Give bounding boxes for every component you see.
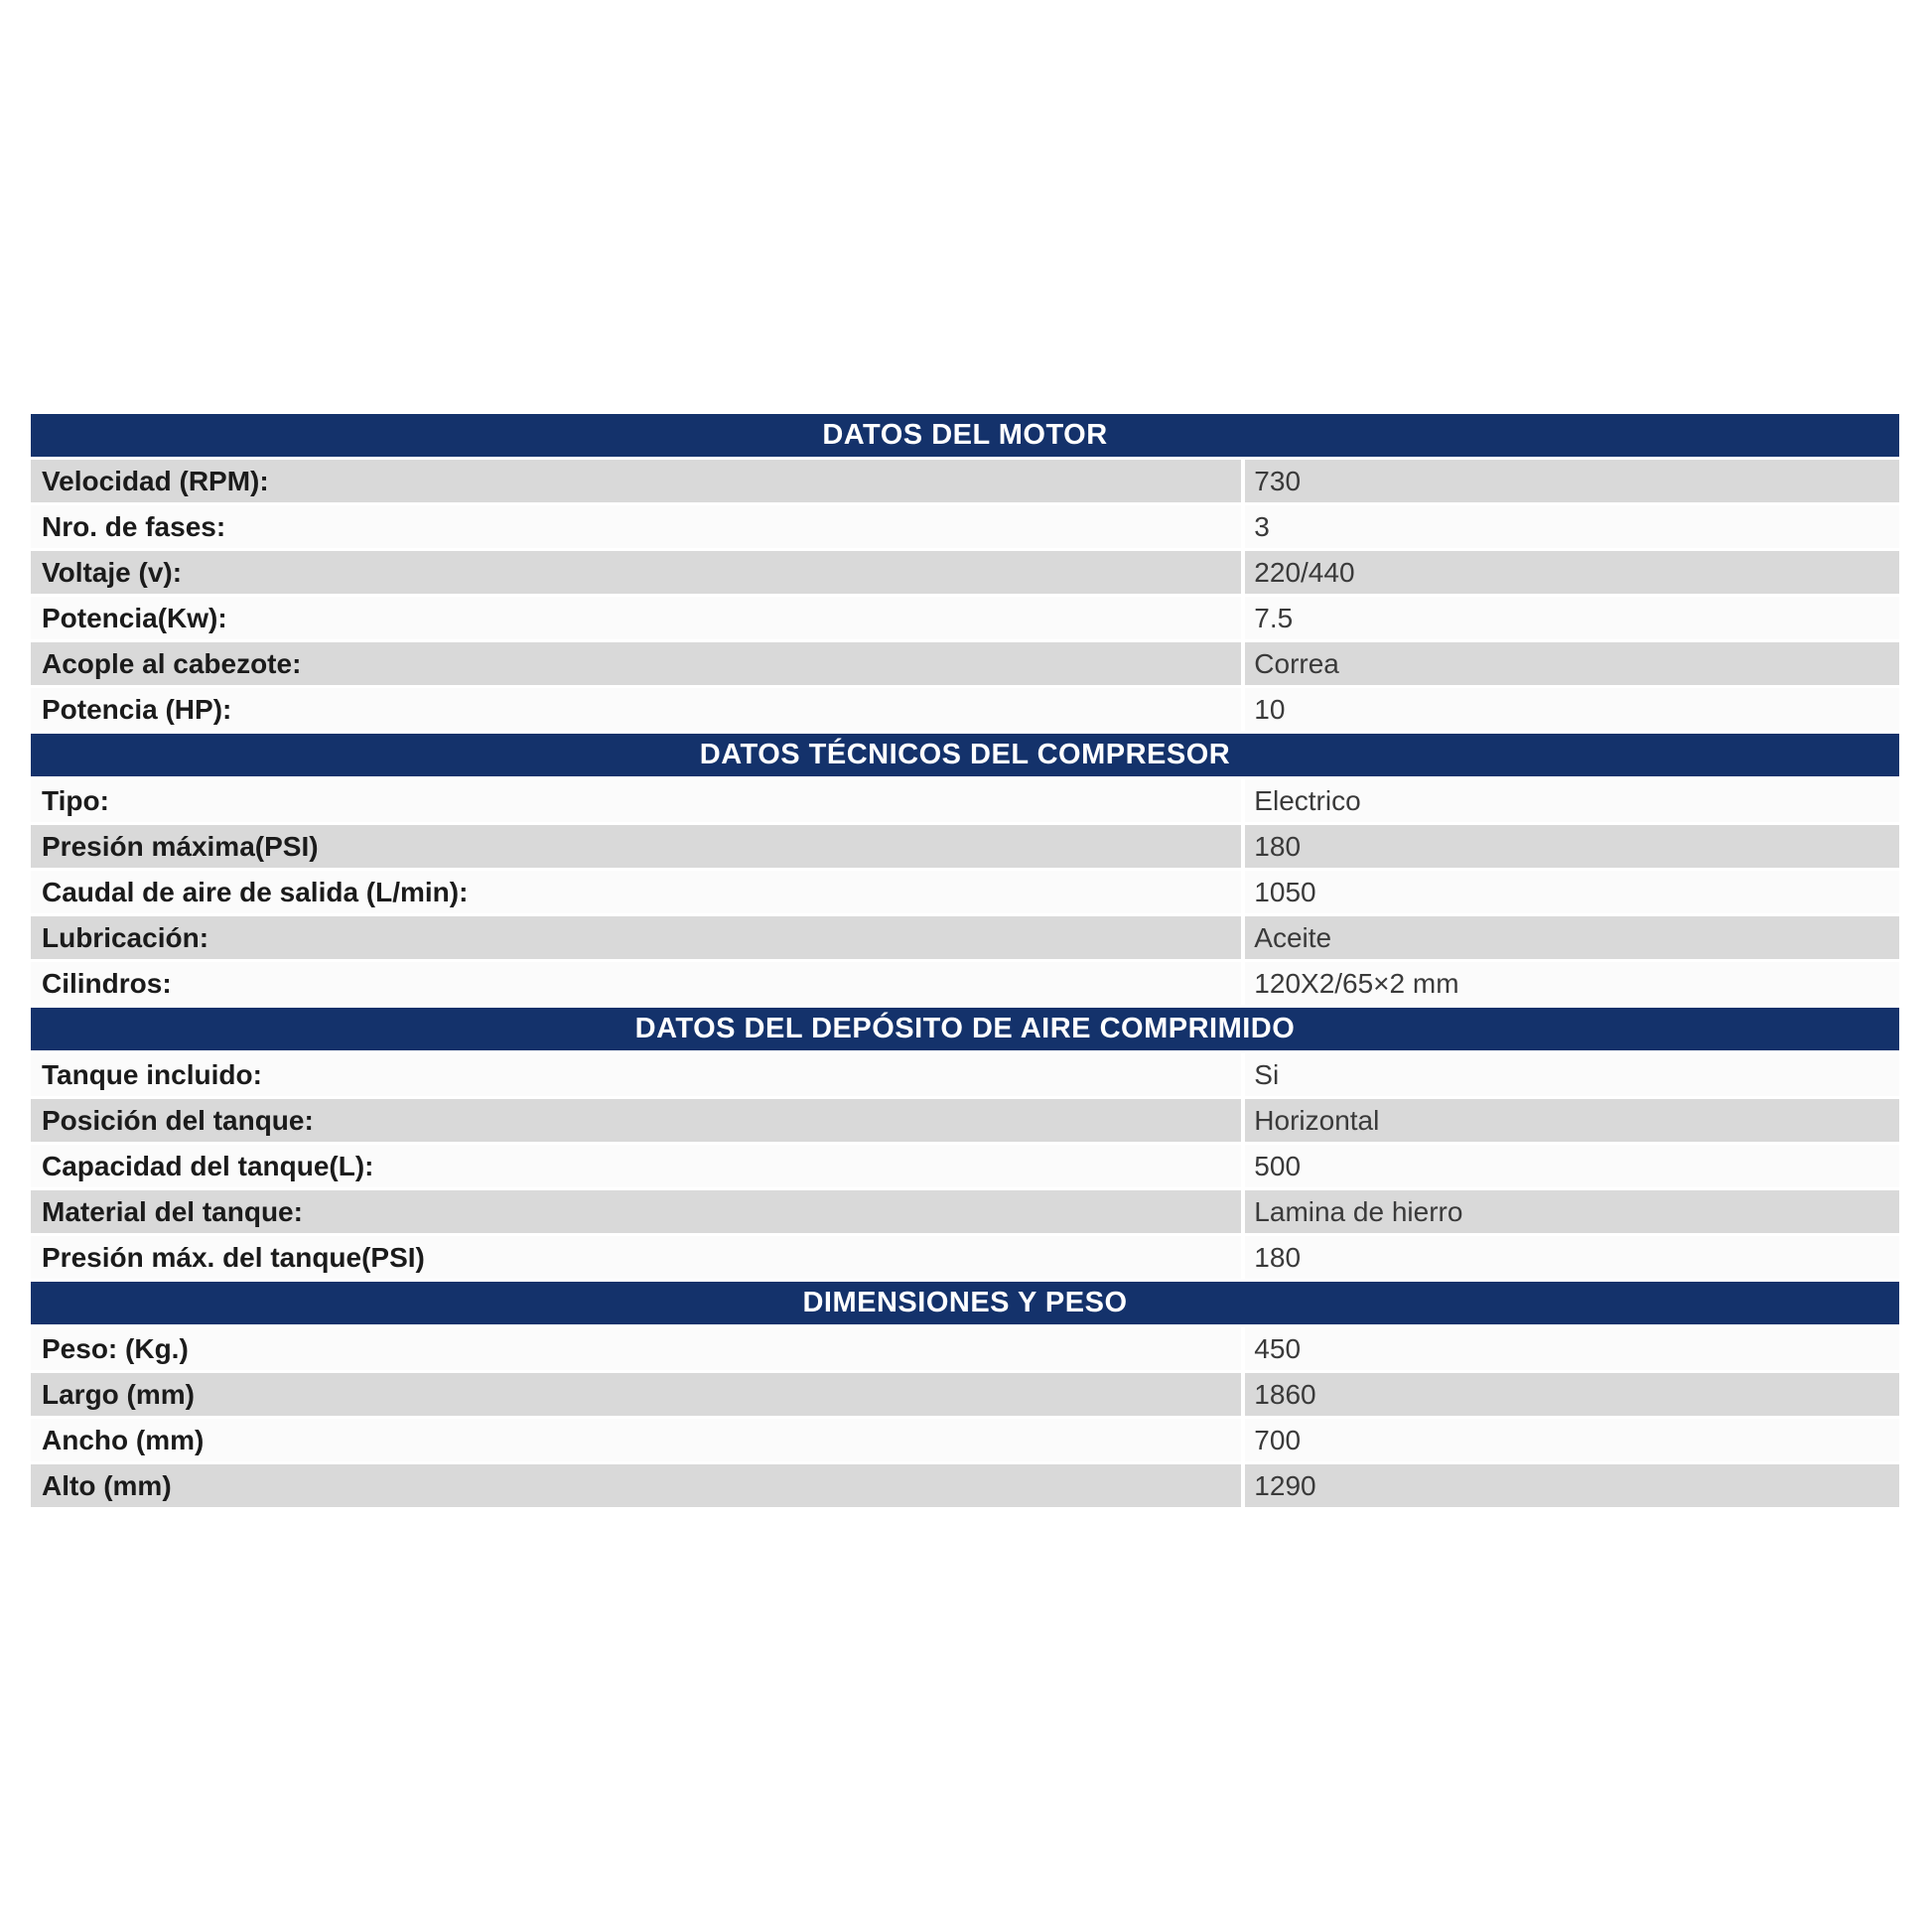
- spec-label: Material del tanque:: [31, 1190, 1245, 1233]
- section-header: [31, 1008, 1899, 1053]
- spec-value: 700: [1254, 1424, 1302, 1455]
- spec-label: Ancho (mm): [31, 1419, 1245, 1461]
- spec-label: Peso: (Kg.): [31, 1327, 1245, 1370]
- spec-row: [31, 642, 1899, 688]
- spec-label: Velocidad (RPM):: [31, 460, 1245, 502]
- spec-value: 220/440: [1254, 556, 1355, 588]
- spec-row: [31, 597, 1899, 642]
- spec-label: Presión máxima(PSI): [31, 825, 1245, 868]
- spec-row: [31, 1327, 1899, 1373]
- spec-label: Voltaje (v):: [31, 551, 1245, 594]
- spec-label: Capacidad del tanque(L):: [31, 1145, 1245, 1187]
- spec-row: [31, 1464, 1899, 1510]
- spec-label: Largo (mm): [31, 1373, 1245, 1416]
- spec-value: 1860: [1254, 1378, 1316, 1410]
- spec-label: Presión máx. del tanque(PSI): [31, 1236, 1245, 1279]
- spec-label: Posición del tanque:: [31, 1099, 1245, 1142]
- spec-value: 500: [1254, 1150, 1302, 1181]
- spec-row: [31, 460, 1899, 505]
- spec-label: Tanque incluido:: [31, 1053, 1245, 1096]
- spec-value: Horizontal: [1254, 1104, 1380, 1136]
- spec-label: Alto (mm): [31, 1464, 1245, 1507]
- spec-row: [31, 1099, 1899, 1145]
- spec-value: 180: [1254, 830, 1302, 862]
- spec-value: 1050: [1254, 876, 1316, 907]
- spec-label: Acople al cabezote:: [31, 642, 1245, 685]
- spec-row: [31, 1053, 1899, 1099]
- spec-row: [31, 1190, 1899, 1236]
- spec-label: Lubricación:: [31, 916, 1245, 959]
- spec-label: Cilindros:: [31, 962, 1245, 1005]
- spec-row: [31, 1419, 1899, 1464]
- spec-value: Electrico: [1254, 784, 1361, 816]
- spec-label: Potencia (HP):: [31, 688, 1245, 731]
- section-title: DATOS TÉCNICOS DEL COMPRESOR: [699, 739, 1231, 770]
- spec-label: Nro. de fases:: [31, 505, 1245, 548]
- section-title: DATOS DEL MOTOR: [822, 419, 1108, 451]
- spec-label: Caudal de aire de salida (L/min):: [31, 871, 1245, 913]
- spec-row: [31, 962, 1899, 1008]
- spec-row: [31, 1373, 1899, 1419]
- section-header: [31, 1282, 1899, 1327]
- spec-row: [31, 916, 1899, 962]
- spec-value: 450: [1254, 1332, 1302, 1364]
- section-title: DIMENSIONES Y PESO: [802, 1287, 1128, 1318]
- spec-row: [31, 1145, 1899, 1190]
- spec-row: [31, 825, 1899, 871]
- spec-row: [31, 871, 1899, 916]
- spec-value: 120X2/65×2 mm: [1254, 967, 1459, 999]
- spec-label: Potencia(Kw):: [31, 597, 1245, 639]
- spec-value: Correa: [1254, 647, 1339, 679]
- spec-value: 3: [1254, 510, 1270, 542]
- spec-value: 180: [1254, 1241, 1302, 1273]
- spec-value: Si: [1254, 1058, 1280, 1090]
- spec-row: [31, 688, 1899, 734]
- spec-value: 10: [1254, 693, 1286, 725]
- spec-row: [31, 1236, 1899, 1282]
- section-title: DATOS DEL DEPÓSITO DE AIRE COMPRIMIDO: [634, 1013, 1296, 1044]
- spec-label: Tipo:: [31, 779, 1245, 822]
- spec-row: [31, 779, 1899, 825]
- spec-value: 7.5: [1254, 602, 1294, 633]
- spec-value: 730: [1254, 465, 1302, 496]
- spec-value: Aceite: [1254, 921, 1332, 953]
- spec-row: [31, 551, 1899, 597]
- section-header: [31, 734, 1899, 779]
- spec-row: [31, 505, 1899, 551]
- spec-table: [31, 414, 1899, 1510]
- spec-value: Lamina de hierro: [1254, 1195, 1463, 1227]
- spec-value: 1290: [1254, 1469, 1316, 1501]
- section-header: [31, 414, 1899, 460]
